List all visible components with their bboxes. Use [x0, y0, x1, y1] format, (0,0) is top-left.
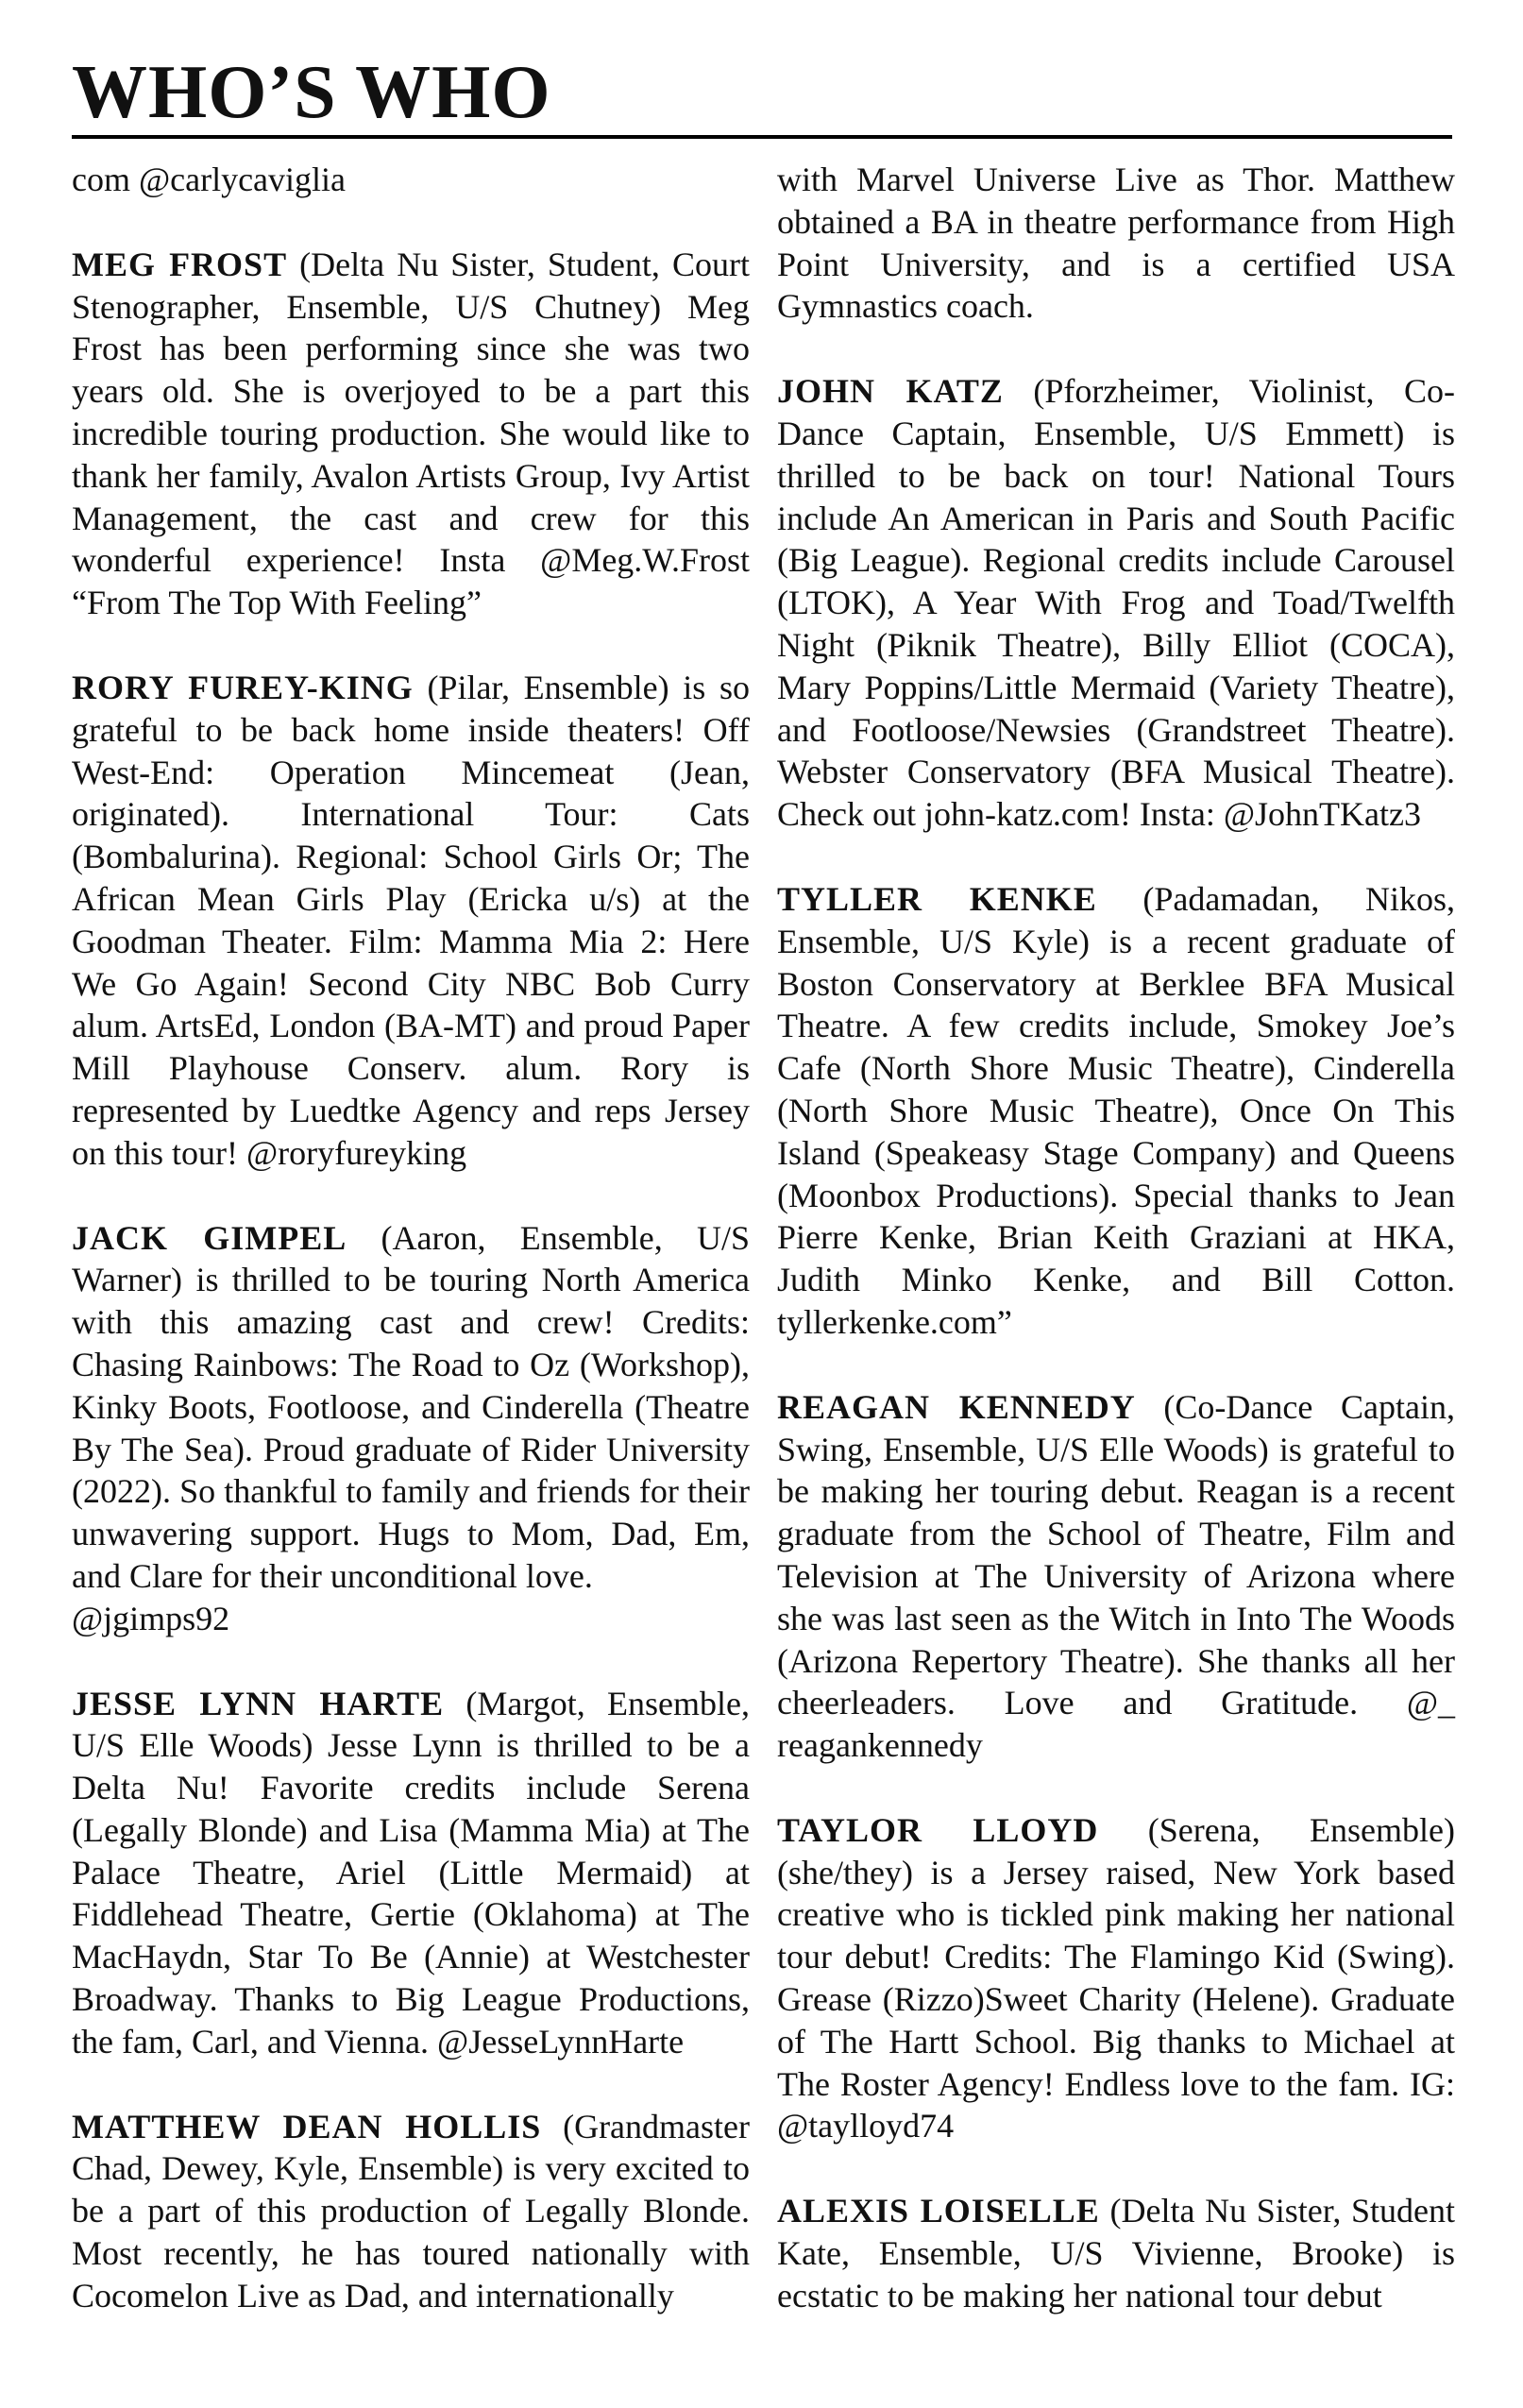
bio-text: (Delta Nu Sister, Student, Court Stenographer, Ensemble, U/S Chutney) Meg Frost has been performing since she was two years old. She is overjoyed to be a part this incredible touring production. She would like to thank her family, Avalon Artists Group, Ivy Artist Management, the cast and crew for this wonderful experience! Insta @Meg.W.Frost “From The Top With Feeling”: [72, 245, 758, 622]
performer-name: TAYLOR LLOYD: [777, 1810, 1099, 1849]
title-rule: [72, 135, 1452, 139]
bio-entry: [777, 2190, 1464, 2316]
bio-entry: [777, 159, 1464, 328]
performer-name: MEG FROST: [72, 245, 288, 283]
right-column: [777, 159, 1464, 2360]
bio-text: (Pforzheimer, Violinist, Co-Dance Captain, Ensemble, U/S Emmett) is thrilled to be back on tour! National Tours include An American in Paris and South Pacific (Big League). Regional credits include Carousel (LTOK), A Year With Frog and Toad/Twelfth Night (Piknik Theatre), Billy Elliot (COCA), Mary Poppins/Little Mermaid (Variety Theatre), and Footloose/Newsies (Grandstreet Theatre). Webster Conservatory (BFA Musical Theatre). Check out john-katz.com! Insta: @JohnTKatz3: [777, 372, 1464, 834]
bio-entry: [72, 244, 758, 624]
bio-entry: [72, 2106, 758, 2317]
performer-name: RORY FUREY-KING: [72, 668, 414, 706]
performer-name: JESSE LYNN HARTE: [72, 1684, 445, 1722]
performer-name: TYLLER KENKE: [777, 879, 1097, 918]
bio-text: with Marvel Universe Live as Thor. Matthew obtained a BA in theatre performance from High Point University, and is a certified USA Gymnastics coach.: [777, 161, 1464, 326]
bio-entry: [777, 1386, 1464, 1767]
bio-entry: [72, 1217, 750, 1640]
left-column: [72, 159, 758, 2360]
bio-text: com @carlycaviglia: [72, 161, 347, 198]
bio-text: (Delta Nu Sister, Student Kate, Ensemble, U/S Vivienne, Brooke) is ecstatic to be making her national tour debut: [777, 2192, 1464, 2315]
bio-entry: [777, 878, 1464, 1344]
bio-text: (Co-Dance Captain, Swing, Ensemble, U/S Elle Woods) is grateful to be making her touring debut. Reagan is a recent graduate from the School of Theatre, Film and Television at The University of Arizona where she was last seen as the Witch in Into The Woods (Arizona Repertory Theatre). She thanks all her cheerleaders. Love and Gratitude. @_ reagankennedy: [777, 1387, 1464, 1765]
bio-entry: [72, 667, 758, 1175]
performer-name: JOHN KATZ: [777, 372, 1004, 411]
bio-entry: [777, 1809, 1464, 2147]
bio-text: (Serena, Ensemble) (she/they) is a Jersey raised, New York based creative who is tickled pink making her national tour debut! Credits: The Flamingo Kid (Swing). Grease (Rizzo)Sweet Charity (Helene). Graduate of The Hartt School. Big thanks to Michael at The Roster Agency! Endless love to the fam. IG: @taylloyd74: [777, 1810, 1464, 2145]
bio-entry: [72, 1683, 758, 2063]
performer-name: MATTHEW DEAN HOLLIS: [72, 2107, 542, 2145]
page-title: WHO’S WHO: [72, 51, 551, 134]
bio-text: (Aaron, Ensemble, U/S Warner) is thrilled to be touring North America with this amazing cast and crew! Credits: Chasing Rainbows: The Road to Oz (Workshop), Kinky Boots, Footloose, and Cinderella (Theatre By The Sea). Proud graduate of Rider University (2022). So thankful to family and friends for their unwavering support. Hugs to Mom, Dad, Em, and Clare for their unconditional love. @jgimps92: [72, 1218, 750, 1637]
bio-entry: [72, 159, 750, 201]
performer-name: JACK GIMPEL: [72, 1218, 347, 1257]
bio-text: (Pilar, Ensemble) is so grateful to be back home inside theaters! Off West-End: Operation Mincemeat (Jean, originated). International Tour: Cats (Bombalurina). Regional: School Girls Or; The African Mean Girls Play (Ericka u/s) at the Goodman Theater. Film: Mamma Mia 2: Here We Go Again! Second City NBC Bob Curry alum. ArtsEd, London (BA-MT) and proud Paper Mill Playhouse Conserv. alum. Rory is represented by Luedtke Agency and reps Jersey on this tour! @roryfureyking: [72, 668, 758, 1172]
bio-entry: [777, 370, 1464, 836]
bio-text: (Padamadan, Nikos, Ensemble, U/S Kyle) is a recent graduate of Boston Conservatory at Berklee BFA Musical Theatre. A few credits include, Smokey Joe’s Cafe (North Shore Music Theatre), Cinderella (North Shore Music Theatre), Once On This Island (Speakeasy Stage Company) and Queens (Moonbox Productions). Special thanks to Jean Pierre Kenke, Brian Keith Graziani at HKA, Judith Minko Kenke, and Bill Cotton. tyllerkenke.com”: [777, 879, 1464, 1341]
bio-text: (Margot, Ensemble, U/S Elle Woods) Jesse Lynn is thrilled to be a Delta Nu! Favorite credits include Serena (Legally Blonde) and Lisa (Mamma Mia) at The Palace Theatre, Ariel (Little Mermaid) at Fiddlehead Theatre, Gertie (Oklahoma) at The MacHaydn, Star To Be (Annie) at Westchester Broadway. Thanks to Big League Productions, the fam, Carl, and Vienna. @JesseLynnHarte: [72, 1684, 758, 2060]
performer-name: ALEXIS LOISELLE: [777, 2192, 1100, 2230]
bio-text: (Grandmaster Chad, Dewey, Kyle, Ensemble) is very excited to be a part of this production of Legally Blonde. Most recently, he has toured nationally with Cocomelon Live as Dad, and internationally: [72, 2107, 758, 2315]
performer-name: REAGAN KENNEDY: [777, 1387, 1136, 1426]
